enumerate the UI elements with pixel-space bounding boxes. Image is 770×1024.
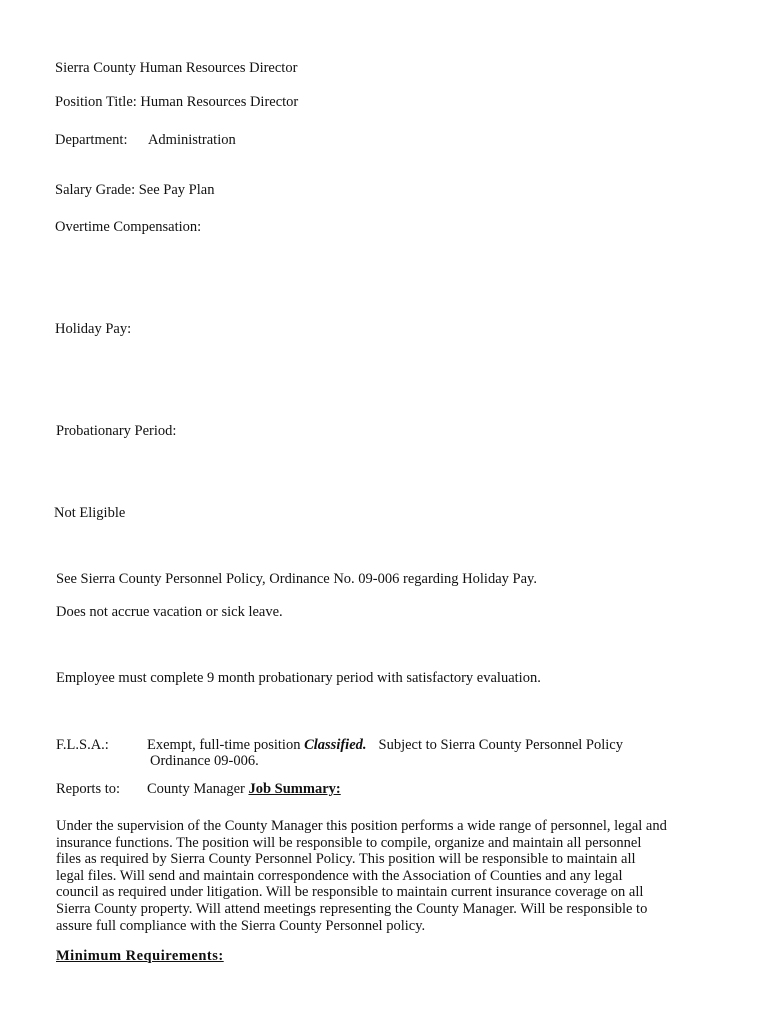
job-summary-heading: Job Summary:: [248, 781, 341, 797]
flsa-line-1: [147, 737, 623, 754]
overtime-value: Not Eligible: [54, 505, 126, 521]
document-title: Sierra County Human Resources Director: [55, 60, 298, 76]
probation-label: Probationary Period:: [56, 423, 177, 439]
summary-line: Sierra County property. Will attend meetings representing the County Manager. Will be responsible to: [56, 900, 648, 917]
holiday-value-1: See Sierra County Personnel Policy, Ordinance No. 09-006 regarding Holiday Pay.: [56, 571, 537, 587]
flsa-line-2: Ordinance 09-006.: [150, 753, 259, 769]
salary-grade: Salary Grade: See Pay Plan: [55, 182, 215, 198]
flsa-text-2: Subject to Sierra County Personnel Policy: [378, 737, 623, 753]
holiday-value-2: Does not accrue vacation or sick leave.: [56, 604, 283, 620]
minimum-requirements-heading: Minimum Requirements:: [56, 948, 224, 964]
summary-line: council as required under litigation. Will be responsible to maintain current insurance coverage on all: [56, 884, 644, 901]
position-title: Position Title: Human Resources Director: [55, 94, 299, 110]
probation-value: Employee must complete 9 month probationary period with satisfactory evaluation.: [56, 670, 541, 686]
holiday-label: Holiday Pay:: [55, 321, 132, 337]
flsa-text-1: Exempt, full-time position: [147, 737, 305, 753]
reports-value: County Manager: [147, 781, 249, 797]
job-summary-paragraph: [56, 818, 726, 934]
summary-line: legal files. Will send and maintain correspondence with the Association of Counties and any legal: [56, 867, 623, 884]
summary-line: files as required by Sierra County Personnel Policy. This position will be responsible to maintain all: [56, 851, 636, 868]
flsa-label: F.L.S.A.:: [56, 737, 109, 753]
summary-line: insurance functions. The position will be responsible to compile, organize and maintain all personnel: [56, 834, 642, 851]
summary-line: Under the supervision of the County Manager this position performs a wide range of personnel, legal and: [56, 818, 667, 834]
summary-line: assure full compliance with the Sierra County Personnel policy.: [56, 917, 426, 934]
department-label: Department:: [55, 132, 128, 148]
overtime-label: Overtime Compensation:: [55, 219, 202, 235]
department-row: [55, 132, 236, 149]
reports-label: Reports to:: [56, 781, 121, 797]
reports-line: [147, 781, 341, 798]
department-value: Administration: [147, 132, 236, 148]
flsa-classified: Classified.: [304, 737, 367, 753]
